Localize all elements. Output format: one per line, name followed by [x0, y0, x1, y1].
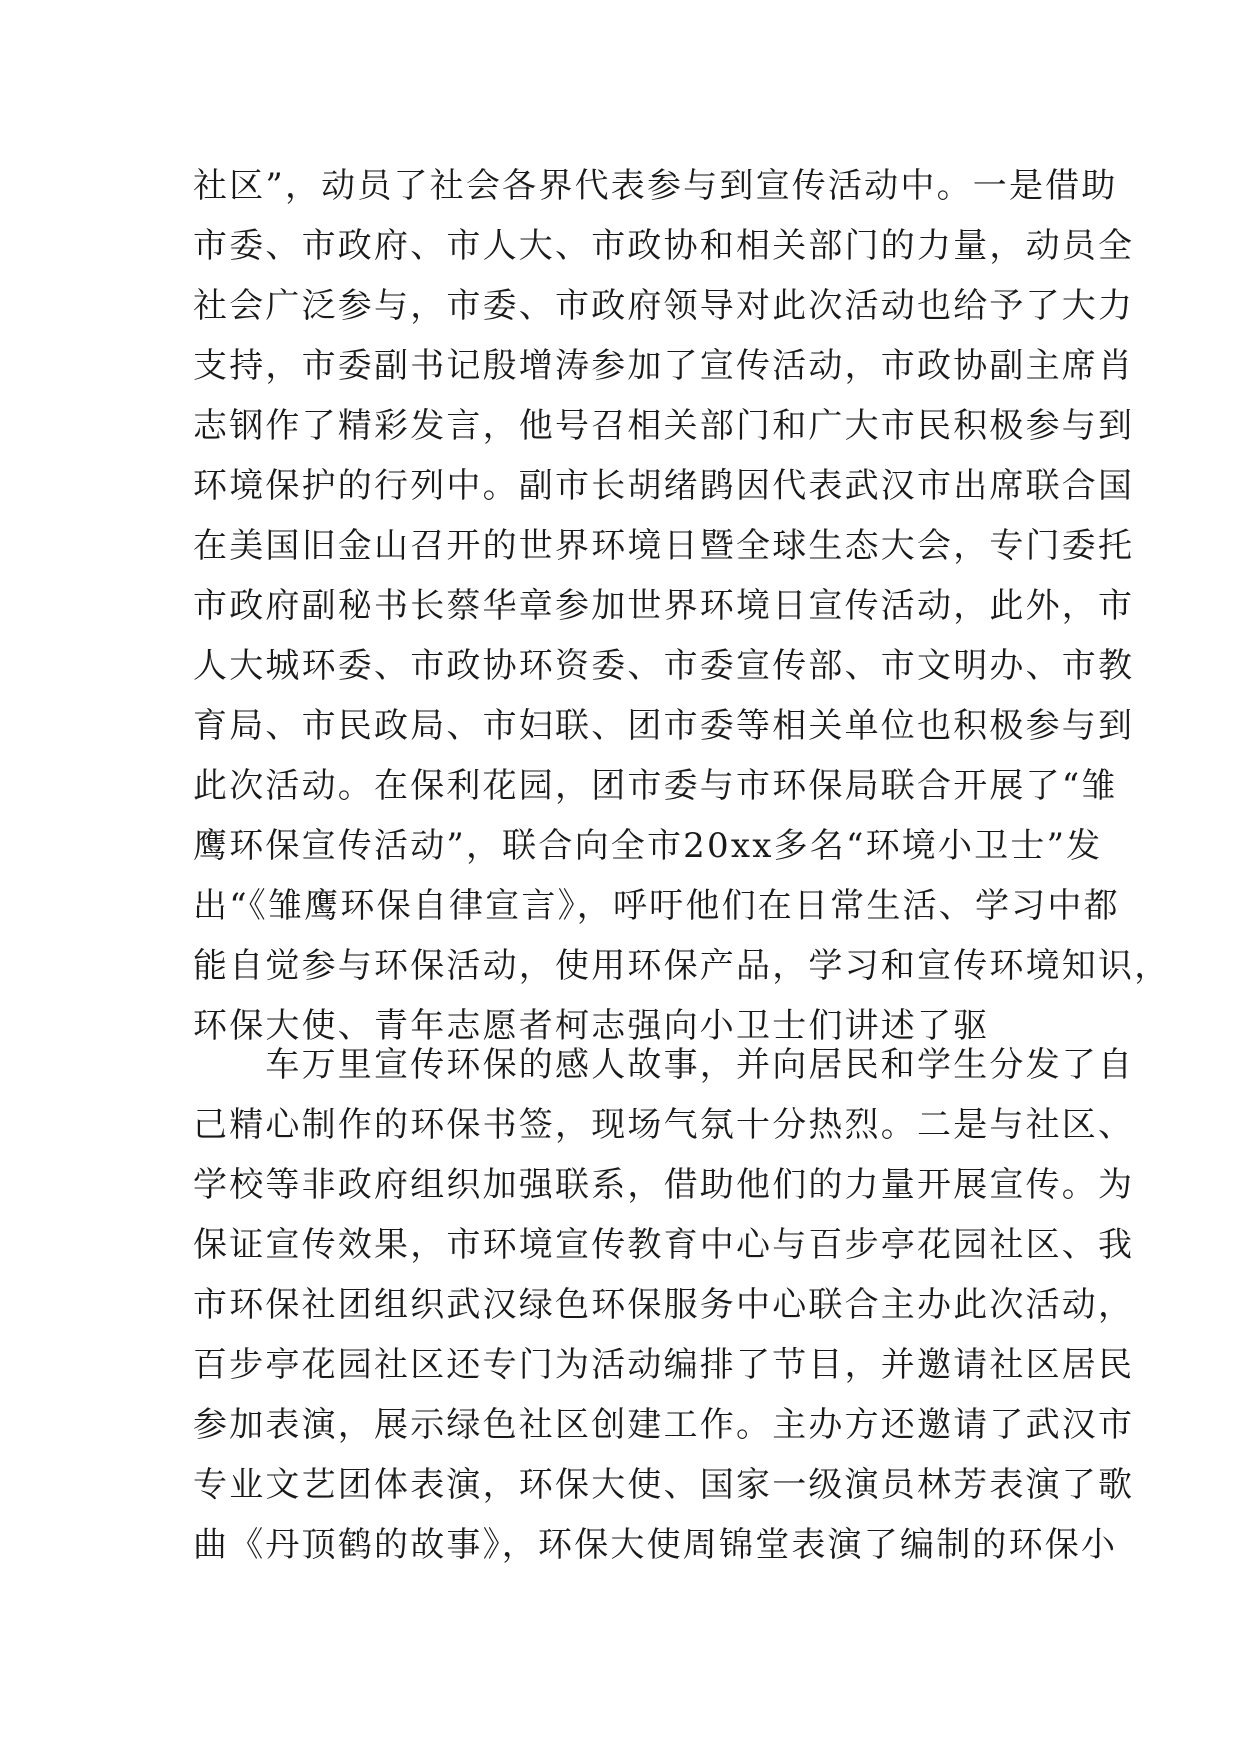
text-line: 此次活动。在保利花园，团市委与市环保局联合开展了“雏: [193, 766, 1118, 806]
text-line: 车万里宣传环保的感人故事，并向居民和学生分发了自: [193, 1045, 1135, 1085]
text-line: 支持，市委副书记殷增涛参加了宣传活动，市政协副主席肖: [193, 346, 1135, 386]
text-line: 鹰环保宣传活动”，联合向全市20xx多名“环境小卫士”发: [193, 826, 1103, 866]
text-line: 保证宣传效果，市环境宣传教育中心与百步亭花园社区、我: [193, 1225, 1135, 1265]
text-line: 参加表演，展示绿色社区创建工作。主办方还邀请了武汉市: [193, 1405, 1135, 1445]
text-line: 环境保护的行列中。副市长胡绪鹍因代表武汉市出席联合国: [193, 466, 1135, 506]
text-line: 曲《丹顶鹤的故事》，环保大使周锦堂表演了编制的环保小: [193, 1525, 1118, 1565]
text-line: 环保大使、青年志愿者柯志强向小卫士们讲述了驱: [193, 1006, 990, 1046]
text-line: 市政府副秘书长蔡华章参加世界环境日宣传活动，此外，市: [193, 586, 1135, 626]
text-line: 己精心制作的环保书签，现场气氛十分热烈。二是与社区、: [193, 1105, 1135, 1145]
text-line: 志钢作了精彩发言，他号召相关部门和广大市民积极参与到: [193, 406, 1135, 446]
text-line: 专业文艺团体表演，环保大使、国家一级演员林芳表演了歌: [193, 1465, 1135, 1505]
paragraph-1: [193, 156, 1171, 1056]
text-line: 百步亭花园社区还专门为活动编排了节目，并邀请社区居民: [193, 1345, 1135, 1385]
text-line: 社会广泛参与，市委、市政府领导对此次活动也给予了大力: [193, 286, 1135, 326]
text-line: 能自觉参与环保活动，使用环保产品，学习和宣传环境知识，: [193, 946, 1171, 986]
text-line: 市委、市政府、市人大、市政协和相关部门的力量，动员全: [193, 226, 1135, 266]
text-line: 出“《雏鹰环保自律宣言》，呼吁他们在日常生活、学习中都: [193, 886, 1120, 926]
text-line: 人大城环委、市政协环资委、市委宣传部、市文明办、市教: [193, 646, 1135, 686]
text-line: 育局、市民政局、市妇联、团市委等相关单位也积极参与到: [193, 706, 1135, 746]
text-line: 学校等非政府组织加强联系，借助他们的力量开展宣传。为: [193, 1165, 1135, 1205]
text-line: 社区”，动员了社会各界代表参与到宣传活动中。一是借助: [193, 166, 1118, 206]
text-line: 在美国旧金山召开的世界环境日暨全球生态大会，专门委托: [193, 526, 1135, 566]
text-line: 市环保社团组织武汉绿色环保服务中心联合主办此次活动，: [193, 1285, 1135, 1325]
paragraph-2: [193, 1035, 1135, 1575]
